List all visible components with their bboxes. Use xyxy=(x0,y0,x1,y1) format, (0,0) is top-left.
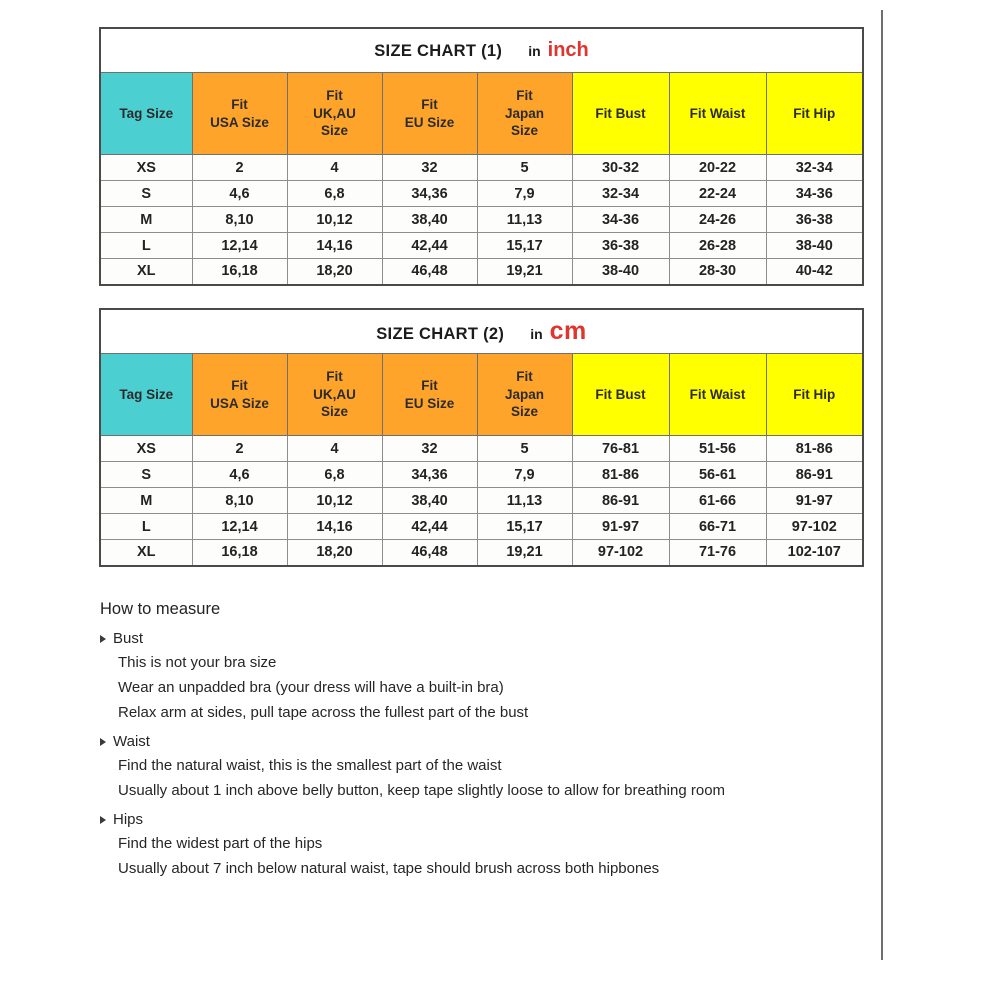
cell-eu: 46,48 xyxy=(382,259,477,285)
cell-waist: 71-76 xyxy=(669,540,766,566)
table-row xyxy=(100,207,863,233)
table-title-text: SIZE CHART (2) xyxy=(376,325,505,343)
cell-usa: 12,14 xyxy=(192,514,287,540)
cell-hip: 91-97 xyxy=(766,488,863,514)
cell-japan: 15,17 xyxy=(477,233,572,259)
size-chart-cm-table xyxy=(99,308,864,567)
cell-waist: 26-28 xyxy=(669,233,766,259)
cell-ukau: 14,16 xyxy=(287,233,382,259)
column-header-ukau: Fit UK,AU Size xyxy=(287,73,382,155)
cell-tag: XS xyxy=(100,155,192,181)
measure-instruction-line: Find the natural waist, this is the smallest part of the waist xyxy=(118,757,502,775)
table-title-cell xyxy=(100,28,863,73)
cell-hip: 86-91 xyxy=(766,462,863,488)
measure-group-bust xyxy=(100,630,890,725)
measure-group-name: Waist xyxy=(113,733,150,751)
cell-tag: XL xyxy=(100,259,192,285)
measure-instruction-line: Wear an unpadded bra (your dress will have a built-in bra) xyxy=(118,679,504,697)
cell-usa: 8,10 xyxy=(192,207,287,233)
cell-waist: 61-66 xyxy=(669,488,766,514)
table-row xyxy=(100,436,863,462)
cell-waist: 51-56 xyxy=(669,436,766,462)
cell-waist: 24-26 xyxy=(669,207,766,233)
how-to-measure-groups xyxy=(100,630,890,881)
table-title-text: SIZE CHART (1) xyxy=(374,42,503,60)
cell-ukau: 18,20 xyxy=(287,540,382,566)
cell-japan: 15,17 xyxy=(477,514,572,540)
cell-bust: 34-36 xyxy=(572,207,669,233)
cell-bust: 30-32 xyxy=(572,155,669,181)
table-title-cell xyxy=(100,309,863,354)
column-header-usa: Fit USA Size xyxy=(192,73,287,155)
cell-waist: 66-71 xyxy=(669,514,766,540)
cell-japan: 7,9 xyxy=(477,181,572,207)
cell-bust: 97-102 xyxy=(572,540,669,566)
cell-ukau: 4 xyxy=(287,436,382,462)
cell-japan: 11,13 xyxy=(477,488,572,514)
column-header-japan: Fit Japan Size xyxy=(477,354,572,436)
cell-tag: L xyxy=(100,514,192,540)
cell-hip: 40-42 xyxy=(766,259,863,285)
column-header-eu: Fit EU Size xyxy=(382,73,477,155)
cell-hip: 102-107 xyxy=(766,540,863,566)
table-row xyxy=(100,155,863,181)
cell-ukau: 10,12 xyxy=(287,488,382,514)
how-to-measure-section xyxy=(100,600,890,883)
column-header-usa: Fit USA Size xyxy=(192,354,287,436)
column-header-tag: Tag Size xyxy=(100,354,192,436)
cell-ukau: 18,20 xyxy=(287,259,382,285)
cell-hip: 32-34 xyxy=(766,155,863,181)
cell-eu: 42,44 xyxy=(382,514,477,540)
cell-usa: 12,14 xyxy=(192,233,287,259)
cell-bust: 36-38 xyxy=(572,233,669,259)
table-title-row xyxy=(100,28,863,73)
column-header-ukau: Fit UK,AU Size xyxy=(287,354,382,436)
table-title-row xyxy=(100,309,863,354)
cell-eu: 38,40 xyxy=(382,207,477,233)
cell-waist: 20-22 xyxy=(669,155,766,181)
cell-bust: 76-81 xyxy=(572,436,669,462)
column-header-hip: Fit Hip xyxy=(766,354,863,436)
measure-group-hips xyxy=(100,811,890,881)
column-header-japan: Fit Japan Size xyxy=(477,73,572,155)
cell-usa: 16,18 xyxy=(192,259,287,285)
measure-group-header xyxy=(100,811,890,828)
cell-usa: 16,18 xyxy=(192,540,287,566)
measure-group-waist xyxy=(100,733,890,803)
table-row xyxy=(100,233,863,259)
measure-group-name: Bust xyxy=(113,630,144,647)
table-row xyxy=(100,462,863,488)
cell-tag: M xyxy=(100,207,192,233)
cell-eu: 42,44 xyxy=(382,233,477,259)
measure-group-name: Hips xyxy=(113,811,144,829)
cell-japan: 5 xyxy=(477,436,572,462)
cell-waist: 56-61 xyxy=(669,462,766,488)
triangle-bullet-icon xyxy=(100,635,106,643)
table-row xyxy=(100,514,863,540)
how-to-measure-title: How to measure xyxy=(100,600,221,618)
cell-bust: 81-86 xyxy=(572,462,669,488)
table-unit-prefix: in xyxy=(530,326,543,342)
table-row xyxy=(100,181,863,207)
cell-eu: 38,40 xyxy=(382,488,477,514)
cell-ukau: 6,8 xyxy=(287,462,382,488)
column-header-tag: Tag Size xyxy=(100,73,192,155)
column-header-bust: Fit Bust xyxy=(572,354,669,436)
column-header-hip: Fit Hip xyxy=(766,73,863,155)
cell-japan: 7,9 xyxy=(477,462,572,488)
cell-japan: 5 xyxy=(477,155,572,181)
table-unit-label: cm xyxy=(549,317,587,345)
cell-hip: 36-38 xyxy=(766,207,863,233)
cell-hip: 34-36 xyxy=(766,181,863,207)
measure-instruction-line: Usually about 1 inch above belly button, keep tape slightly loose to allow for breathing room xyxy=(118,782,726,800)
cell-japan: 11,13 xyxy=(477,207,572,233)
table-row xyxy=(100,540,863,566)
cell-eu: 46,48 xyxy=(382,540,477,566)
cell-usa: 4,6 xyxy=(192,462,287,488)
measure-instruction-line: Relax arm at sides, pull tape across the fullest part of the bust xyxy=(118,704,529,722)
cell-japan: 19,21 xyxy=(477,540,572,566)
cell-tag: M xyxy=(100,488,192,514)
cell-tag: XS xyxy=(100,436,192,462)
cell-usa: 4,6 xyxy=(192,181,287,207)
cell-ukau: 14,16 xyxy=(287,514,382,540)
cell-usa: 2 xyxy=(192,436,287,462)
cell-waist: 22-24 xyxy=(669,181,766,207)
cell-ukau: 10,12 xyxy=(287,207,382,233)
column-header-waist: Fit Waist xyxy=(669,73,766,155)
measure-instruction-line: This is not your bra size xyxy=(118,654,277,671)
cell-hip: 97-102 xyxy=(766,514,863,540)
table-unit-label: inch xyxy=(547,39,589,61)
column-header-waist: Fit Waist xyxy=(669,354,766,436)
cell-waist: 28-30 xyxy=(669,259,766,285)
column-header-eu: Fit EU Size xyxy=(382,354,477,436)
cell-bust: 32-34 xyxy=(572,181,669,207)
cell-tag: XL xyxy=(100,540,192,566)
cell-eu: 34,36 xyxy=(382,462,477,488)
cell-ukau: 6,8 xyxy=(287,181,382,207)
cell-bust: 86-91 xyxy=(572,488,669,514)
table-header-row xyxy=(100,73,863,155)
triangle-bullet-icon xyxy=(100,738,106,746)
cell-tag: S xyxy=(100,181,192,207)
cell-ukau: 4 xyxy=(287,155,382,181)
cell-usa: 8,10 xyxy=(192,488,287,514)
column-header-bust: Fit Bust xyxy=(572,73,669,155)
cell-usa: 2 xyxy=(192,155,287,181)
cell-eu: 32 xyxy=(382,436,477,462)
cell-tag: S xyxy=(100,462,192,488)
cell-japan: 19,21 xyxy=(477,259,572,285)
table-header-row xyxy=(100,354,863,436)
cell-eu: 32 xyxy=(382,155,477,181)
measure-instruction-line: Find the widest part of the hips xyxy=(118,835,323,853)
cell-bust: 91-97 xyxy=(572,514,669,540)
measure-group-header xyxy=(100,630,890,647)
size-chart-inch-table xyxy=(99,27,864,286)
triangle-bullet-icon xyxy=(100,816,106,824)
cell-eu: 34,36 xyxy=(382,181,477,207)
measure-instruction-line: Usually about 7 inch below natural waist, tape should brush across both hipbones xyxy=(118,860,660,878)
cell-hip: 38-40 xyxy=(766,233,863,259)
table-row xyxy=(100,259,863,285)
cell-bust: 38-40 xyxy=(572,259,669,285)
table-unit-prefix: in xyxy=(528,43,541,59)
table-row xyxy=(100,488,863,514)
measure-group-header xyxy=(100,733,890,750)
cell-hip: 81-86 xyxy=(766,436,863,462)
cell-tag: L xyxy=(100,233,192,259)
